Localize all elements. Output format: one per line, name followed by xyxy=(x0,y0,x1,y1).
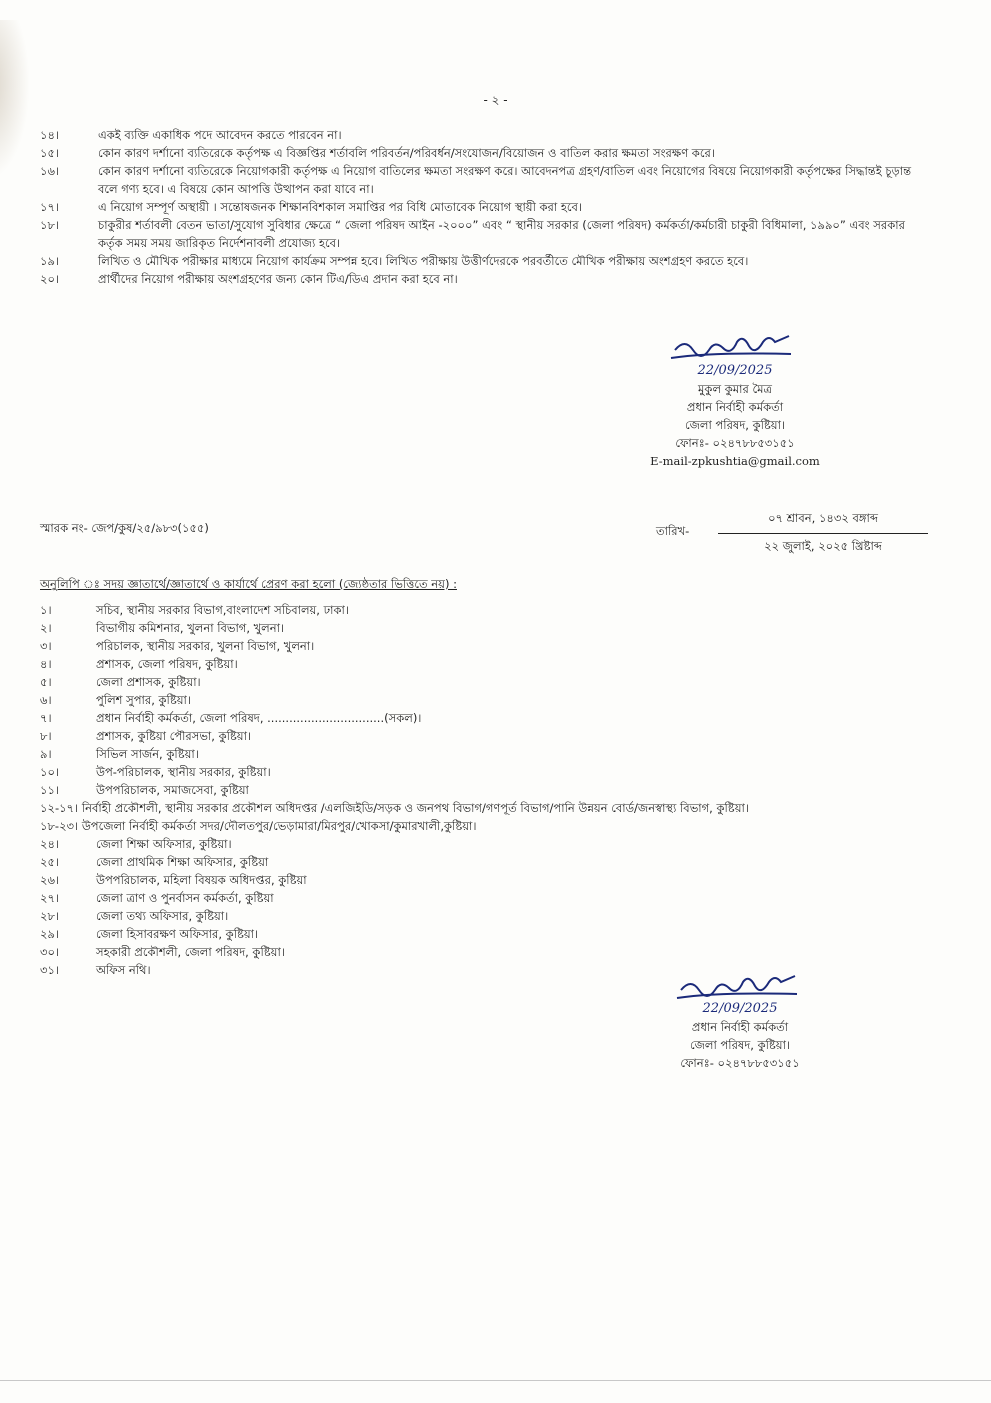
list-item: ২৭। জেলা ত্রাণ ও পুনর্বাসন কর্মকর্তা, কুষ্টিয়া xyxy=(40,891,274,905)
date-label: তারিখ- xyxy=(656,524,690,538)
list-item: ২। বিভাগীয় কমিশনার, খুলনা বিভাগ, খুলনা। xyxy=(40,621,285,635)
list-item: ৬। পুলিশ সুপার, কুষ্টিয়া। xyxy=(40,693,191,707)
date-divider xyxy=(718,533,928,534)
list-item: ৩১। অফিস নথি। xyxy=(40,963,151,977)
signature-date: 22/09/2025 xyxy=(702,1001,778,1016)
list-item: ৩০। সহকারী প্রকৌশলী, জেলা পরিষদ, কুষ্টিয়া। xyxy=(40,945,285,959)
list-item: ১৭। এ নিয়োগ সম্পূর্ণ অস্থায়ী । সন্তোষজনক শিক্ষানবিশকাল সমাপ্তির পর বিধি মোতাবেক নিয়োগ স্থায়ী করা হবে। xyxy=(40,200,583,214)
list-item: ২৯। জেলা হিসাবরক্ষণ অফিসার, কুষ্টিয়া। xyxy=(40,927,259,941)
signatory-phone: ফোনঃ- ০২৪৭৮৮৫৩১৫১ xyxy=(680,1056,800,1070)
list-item: ৫। জেলা প্রশাসক, কুষ্টিয়া। xyxy=(40,675,201,689)
list-item: ১২-১৭। নির্বাহী প্রকৌশলী, স্থানীয় সরকার প্রকৌশল অধিদপ্তর /এলজিইডি/সড়ক ও জনপথ বিভাগ/গণপূর্ত বিভাগ/পানি উন্নয়ন বোর্ড/জনস্বাস্থ্য বিভাগ, কুষ্টিয়া। xyxy=(40,801,749,815)
list-item: ১৫। কোন কারণ দর্শানো ব্যতিরেকে কর্তৃপক্ষ এ বিজ্ঞপ্তির শর্তাবলি পরিবর্তন/পরিবর্ধন/সংযোজন/বিয়োজন ও বাতিল করার ক্ষমতা সংরক্ষণ করে। xyxy=(40,146,715,160)
list-item: ১১। উপপরিচালক, সমাজসেবা, কুষ্টিয়া xyxy=(40,783,249,797)
signature-block-copy xyxy=(620,972,860,1072)
signatory-office: জেলা পরিষদ, কুষ্টিয়া। xyxy=(689,1038,791,1052)
signatory-office: জেলা পরিষদ, কুষ্টিয়া। xyxy=(684,418,786,432)
list-item: ২০। প্রার্থীদের নিয়োগ পরীক্ষায় অংশগ্রহণের জন্য কোন টিএ/ডিএ প্রদান করা হবে না। xyxy=(40,272,458,286)
signature-block xyxy=(600,330,870,470)
list-item: ১৯। লিখিত ও মৌখিক পরীক্ষার মাধ্যমে নিয়োগ কার্যক্রম সম্পন্ন হবে। লিখিত পরীক্ষায় উত্তীর্ণদেরকে পরবর্তীতে মৌখিক পরীক্ষায় অংশগ্রহণ করতে হবে। xyxy=(40,254,749,268)
list-item: ১০। উপ-পরিচালক, স্থানীয় সরকার, কুষ্টিয়া। xyxy=(40,765,271,779)
list-item: ১৮। চাকুরীর শর্তাবলী বেতন ভাতা/সুযোগ সুবিধার ক্ষেত্রে “ জেলা পরিষদ আইন -২০০০” এবং “ স্থানীয় সরকার (জেলা পরিষদ) কর্মকর্তা/কর্মচারী চাকুরী বিধিমালা, ১৯৯০” এবং সরকার কর্তৃক সময় সময় জারিকৃত নির্দেশনাবলী প্রযোজ্য হবে। xyxy=(40,218,905,250)
signature-date: 22/09/2025 xyxy=(697,363,773,378)
list-item: ৩। পরিচালক, স্থানীয় সরকার, খুলনা বিভাগ, খুলনা। xyxy=(40,639,315,653)
signatory-name: মুকুল কুমার মৈত্র xyxy=(698,382,772,396)
signatory-designation: প্রধান নির্বাহী কর্মকর্তা xyxy=(686,400,784,414)
list-item: ২৪। জেলা শিক্ষা অফিসার, কুষ্টিয়া। xyxy=(40,837,232,851)
copy-heading: অনুলিপি ঃ সদয় জ্ঞাতার্থে/জ্ঞাতার্থে ও কার্যার্থে প্রেরণ করা হলো (জ্যেষ্ঠতার ভিত্তিতে নয়) : xyxy=(40,577,457,591)
list-item: ৪। প্রশাসক, জেলা পরিষদ, কুষ্টিয়া। xyxy=(40,657,238,671)
list-item: ১৮-২৩। উপজেলা নির্বাহী কর্মকর্তা সদর/দৌলতপুর/ভেড়ামারা/মিরপুর/খোকসা/কুমারখালী,কুষ্টিয়া। xyxy=(40,819,477,833)
list-item: ৯। সিভিল সার্জন, কুষ্টিয়া। xyxy=(40,747,199,761)
recipients-list xyxy=(40,601,830,979)
list-item: ১৪। একই ব্যক্তি একাধিক পদে আবেদন করতে পারবেন না। xyxy=(40,128,342,142)
list-item: ২৬। উপপরিচালক, মহিলা বিষয়ক অধিদপ্তর, কুষ্টিয়া xyxy=(40,873,307,887)
date-bangla: ০৭ শ্রাবন, ১৪৩২ বঙ্গাব্দ xyxy=(768,511,878,525)
terms-list xyxy=(40,126,915,288)
list-item: ৮। প্রশাসক, কুষ্টিয়া পৌরসভা, কুষ্টিয়া। xyxy=(40,729,252,743)
date-english: ২২ জুলাই, ২০২৫ খ্রিষ্টাব্দ xyxy=(764,539,882,553)
signatory-phone: ফোনঃ- ০২৪৭৮৮৫৩১৫১ xyxy=(675,436,795,450)
list-item: ২৫। জেলা প্রাথমিক শিক্ষা অফিসার, কুষ্টিয়া xyxy=(40,855,269,869)
page-bottom-rule xyxy=(0,1380,991,1381)
memo-number: স্মারক নং- জেপ/কুষ/২৫/৯৮৩(১৫৫) xyxy=(40,521,209,535)
list-item: ৭। প্রধান নির্বাহী কর্মকর্তা, জেলা পরিষদ, ................................(সকল)। xyxy=(40,711,422,725)
list-item: ১। সচিব, স্থানীয় সরকার বিভাগ,বাংলাদেশ সচিবালয়, ঢাকা। xyxy=(40,603,349,617)
list-item: ২৮। জেলা তথ্য অফিসার, কুষ্টিয়া। xyxy=(40,909,229,923)
signatory-designation: প্রধান নির্বাহী কর্মকর্তা xyxy=(691,1020,789,1034)
list-item: ১৬। কোন কারণ দর্শানো ব্যতিরেকে নিয়োগকারী কর্তৃপক্ষ এ নিয়োগ বাতিলের ক্ষমতা সংরক্ষণ করে। আবেদনপত্র গ্রহণ/বাতিল এবং নিয়োগের বিষয়ে নিয়োগকারী কর্তৃপক্ষের সিদ্ধান্তই চূড়ান্ত বলে গণ্য হবে। এ বিষয়ে কোন আপত্তি উত্থাপন করা যাবে না। xyxy=(40,164,912,196)
page-number: - ২ - xyxy=(483,93,508,107)
signatory-email: E-mail-zpkushtia@gmail.com xyxy=(650,454,820,468)
date-fraction xyxy=(718,510,928,557)
